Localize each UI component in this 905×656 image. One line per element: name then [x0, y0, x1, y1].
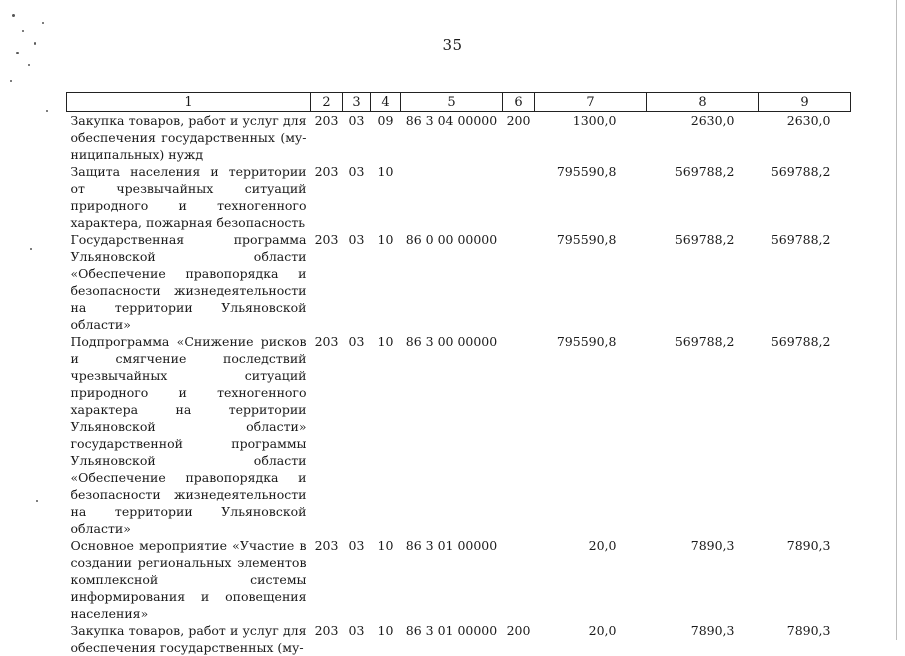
- table-row: [67, 112, 851, 164]
- cell-col-5: 86 3 01 00000: [401, 537, 503, 622]
- scan-speck: [12, 14, 15, 17]
- column-header: 5: [401, 93, 503, 112]
- cell-col-2: 203: [311, 163, 343, 231]
- cell-col-2: 203: [311, 231, 343, 333]
- cell-col-8: 569788,2: [647, 163, 759, 231]
- scan-speck: [34, 42, 36, 45]
- cell-col-4: 10: [371, 537, 401, 622]
- page-number: 35: [0, 36, 905, 54]
- scan-speck: [22, 30, 24, 32]
- row-name: Государственная программа Ульяновской области «Обеспечение правопорядка и безопасности жизнедеятельности на территории Ульяновской области»: [67, 231, 311, 333]
- cell-col-6: 200: [503, 622, 535, 656]
- cell-col-6: [503, 231, 535, 333]
- column-header: 8: [647, 93, 759, 112]
- cell-col-3: 03: [343, 622, 371, 656]
- cell-col-5: 86 3 01 00000: [401, 622, 503, 656]
- cell-col-2: 203: [311, 537, 343, 622]
- cell-col-8: 7890,3: [647, 537, 759, 622]
- column-header: 4: [371, 93, 401, 112]
- scan-speck: [10, 80, 12, 82]
- cell-col-3: 03: [343, 163, 371, 231]
- table-body: [67, 112, 851, 656]
- column-header: 6: [503, 93, 535, 112]
- scan-edge-line: [896, 0, 897, 640]
- cell-col-9: 569788,2: [759, 231, 851, 333]
- cell-col-2: 203: [311, 333, 343, 537]
- scan-speck: [16, 52, 19, 54]
- cell-col-7: 795590,8: [535, 231, 647, 333]
- scan-speck: [36, 500, 38, 502]
- header-row: [67, 93, 851, 112]
- cell-col-9: 2630,0: [759, 112, 851, 164]
- row-name: Закупка товаров, работ и услуг для обеспечения государственных (му-: [67, 622, 311, 656]
- table-row: [67, 231, 851, 333]
- budget-table: [66, 92, 851, 656]
- row-name: Защита населения и территории от чрезвычайных ситуаций природного и техногенного характера, пожарная безопасность: [67, 163, 311, 231]
- cell-col-4: 09: [371, 112, 401, 164]
- table-row: [67, 333, 851, 537]
- scan-speck: [42, 22, 44, 24]
- cell-col-3: 03: [343, 231, 371, 333]
- table-row: [67, 163, 851, 231]
- cell-col-4: 10: [371, 231, 401, 333]
- cell-col-9: 569788,2: [759, 163, 851, 231]
- cell-col-2: 203: [311, 112, 343, 164]
- cell-col-7: 20,0: [535, 537, 647, 622]
- column-header: 3: [343, 93, 371, 112]
- row-name: Основное мероприятие «Участие в создании региональных элементов комплексной системы информирования и оповещения населения»: [67, 537, 311, 622]
- cell-col-6: [503, 537, 535, 622]
- row-name: Подпрограмма «Снижение рисков и смягчение последствий чрезвычайных ситуаций природного и техногенного характера на территории Ульяновской области» государственной программы Ульяновской области «Обеспечение правопорядка и безопасности жизнедеятельности на территории Ульяновской области»: [67, 333, 311, 537]
- scan-speck: [28, 64, 30, 66]
- cell-col-8: 569788,2: [647, 231, 759, 333]
- cell-col-4: 10: [371, 163, 401, 231]
- cell-col-6: 200: [503, 112, 535, 164]
- table-row: [67, 537, 851, 622]
- scan-speck: [46, 110, 48, 112]
- cell-col-5: 86 3 04 00000: [401, 112, 503, 164]
- cell-col-3: 03: [343, 537, 371, 622]
- cell-col-3: 03: [343, 112, 371, 164]
- cell-col-3: 03: [343, 333, 371, 537]
- cell-col-4: 10: [371, 333, 401, 537]
- column-header: 9: [759, 93, 851, 112]
- cell-col-6: [503, 163, 535, 231]
- cell-col-8: 7890,3: [647, 622, 759, 656]
- cell-col-5: 86 3 00 00000: [401, 333, 503, 537]
- row-name: Закупка товаров, работ и услуг для обеспечения государственных (му-ниципальных) нужд: [67, 112, 311, 164]
- cell-col-8: 569788,2: [647, 333, 759, 537]
- column-header: 2: [311, 93, 343, 112]
- cell-col-9: 569788,2: [759, 333, 851, 537]
- cell-col-7: 795590,8: [535, 333, 647, 537]
- cell-col-5: 86 0 00 00000: [401, 231, 503, 333]
- cell-col-7: 795590,8: [535, 163, 647, 231]
- cell-col-6: [503, 333, 535, 537]
- cell-col-4: 10: [371, 622, 401, 656]
- table-row: [67, 622, 851, 656]
- cell-col-9: 7890,3: [759, 537, 851, 622]
- scan-speck: [30, 248, 32, 250]
- cell-col-2: 203: [311, 622, 343, 656]
- budget-sheet: [66, 92, 850, 656]
- cell-col-7: 1300,0: [535, 112, 647, 164]
- cell-col-8: 2630,0: [647, 112, 759, 164]
- cell-col-9: 7890,3: [759, 622, 851, 656]
- cell-col-5: [401, 163, 503, 231]
- column-header: 1: [67, 93, 311, 112]
- cell-col-7: 20,0: [535, 622, 647, 656]
- column-header: 7: [535, 93, 647, 112]
